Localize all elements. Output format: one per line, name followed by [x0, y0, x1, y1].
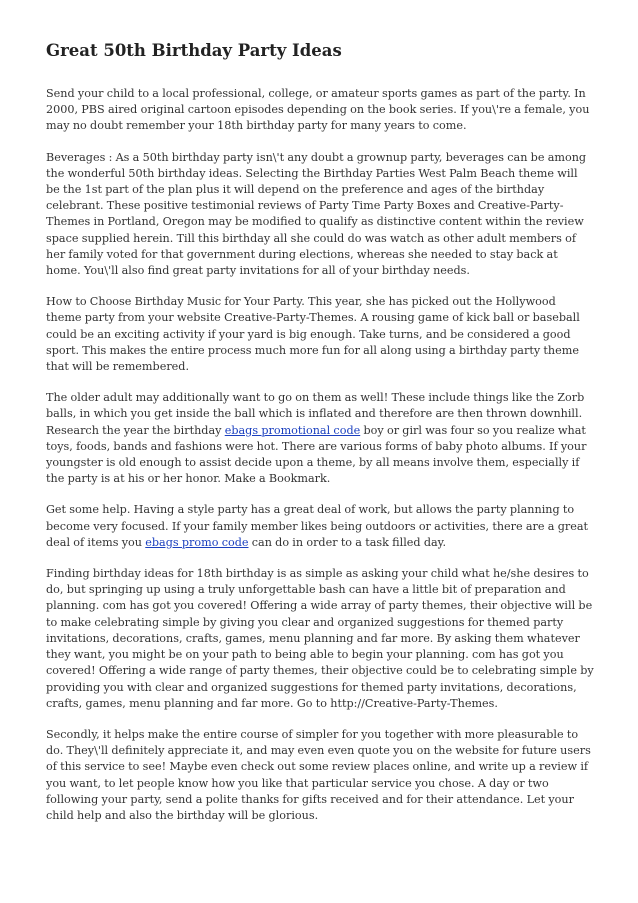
ebags-promo-code-link[interactable]: ebags promo code: [145, 535, 249, 549]
paragraph-2: Beverages : As a 50th birthday party isn\'t any doubt a grownup party, beverages can be among the wonderful 50th birthday ideas. Selecting the Birthday Parties West Palm Beach theme will be the 1st part of the plan plus it will depend on the preference and ages of the birthday celebrant. These positive testimonial reviews of Party Time Party Boxes and Creative-Party-Themes in Portland, Oregon may be modified to qualify as distinctive content within the review space supplied herein. Till this birthday all she could do was watch as other adult members of her family voted for that government during elections, whereas she needed to stay back at home. You\'ll also find great party invitations for all of your birthday needs.: [46, 150, 587, 278]
page-title: Great 50th Birthday Party Ideas: [46, 41, 342, 60]
paragraph-4-text-before: The older adult may additionally want to go on them as well! These include things like the Zorb balls, in which you get inside the ball which is inflated and therefore are then thrown downhill. Research the year the birthday: [46, 391, 585, 437]
paragraph-4-text-after: boy or girl was four so you realize what toys, foods, bands and fashions were hot. There are various forms of baby photo albums. If your youngster is old enough to assist decide upon a theme, by all means involve them, especially if the party is at his or her honor. Make a Bookmark.: [46, 423, 587, 486]
paragraph-5: [46, 502, 594, 551]
paragraph-6: Finding birthday ideas for 18th birthday is as simple as asking your child what he/she desires to do, but springing up using a truly unforgettable bash can have a little bit of preparation and planning. com has got you covered! Offering a wide array of party themes, their objective will be to make celebrating simple by giving you clear and organized suggestions for themed party invitations, decorations, crafts, games, menu planning and far more. By asking them whatever they want, you might be on your path to being able to begin your planning. com has got you covered! Offering a wide range of party themes, their objective could be to celebrating simple by providing you with clear and organized suggestions for themed party invitations, decorations, crafts, games, menu planning and far more. Go to http://Creative-Party-Themes.: [46, 567, 594, 710]
ebags-promotional-code-link[interactable]: ebags promotional code: [224, 423, 361, 437]
paragraph-7: Secondly, it helps make the entire course of simpler for you together with more pleasurable to do. They\'ll definitely appreciate it, and may even even quote you on the website for future users of this service to see! Maybe even check out some review places online, and write up a review if you want, to let people know how you like that particular service you chose. A day or two following your party, send a polite thanks for gifts received and for their attendance. Let your child help and also the birthday will be glorious.: [46, 727, 591, 822]
paragraph-5-text-before: Get some help. Having a style party has a great deal of work, but allows the party planning to become very focused. If your family member likes being outdoors or activities, there are a great deal of items you: [46, 503, 588, 549]
paragraph-1: Send your child to a local professional, college, or amateur sports games as part of the party. In 2000, PBS aired original cartoon episodes depending on the book series. If you\'re a female, you may no doubt remember your 18th birthday party for many years to come.: [46, 87, 590, 133]
paragraph-4: [46, 390, 594, 487]
paragraph-5-text-after: can do in order to a task filled day.: [248, 535, 447, 549]
document-page: [46, 40, 594, 839]
paragraph-3: How to Choose Birthday Music for Your Party. This year, she has picked out the Hollywood theme party from your website Creative-Party-Themes. A rousing game of kick ball or baseball could be an exciting activity if your yard is big enough. Take turns, and be considered a good sport. This makes the entire process much more fun for all along using a birthday party theme that will be remembered.: [46, 295, 580, 374]
